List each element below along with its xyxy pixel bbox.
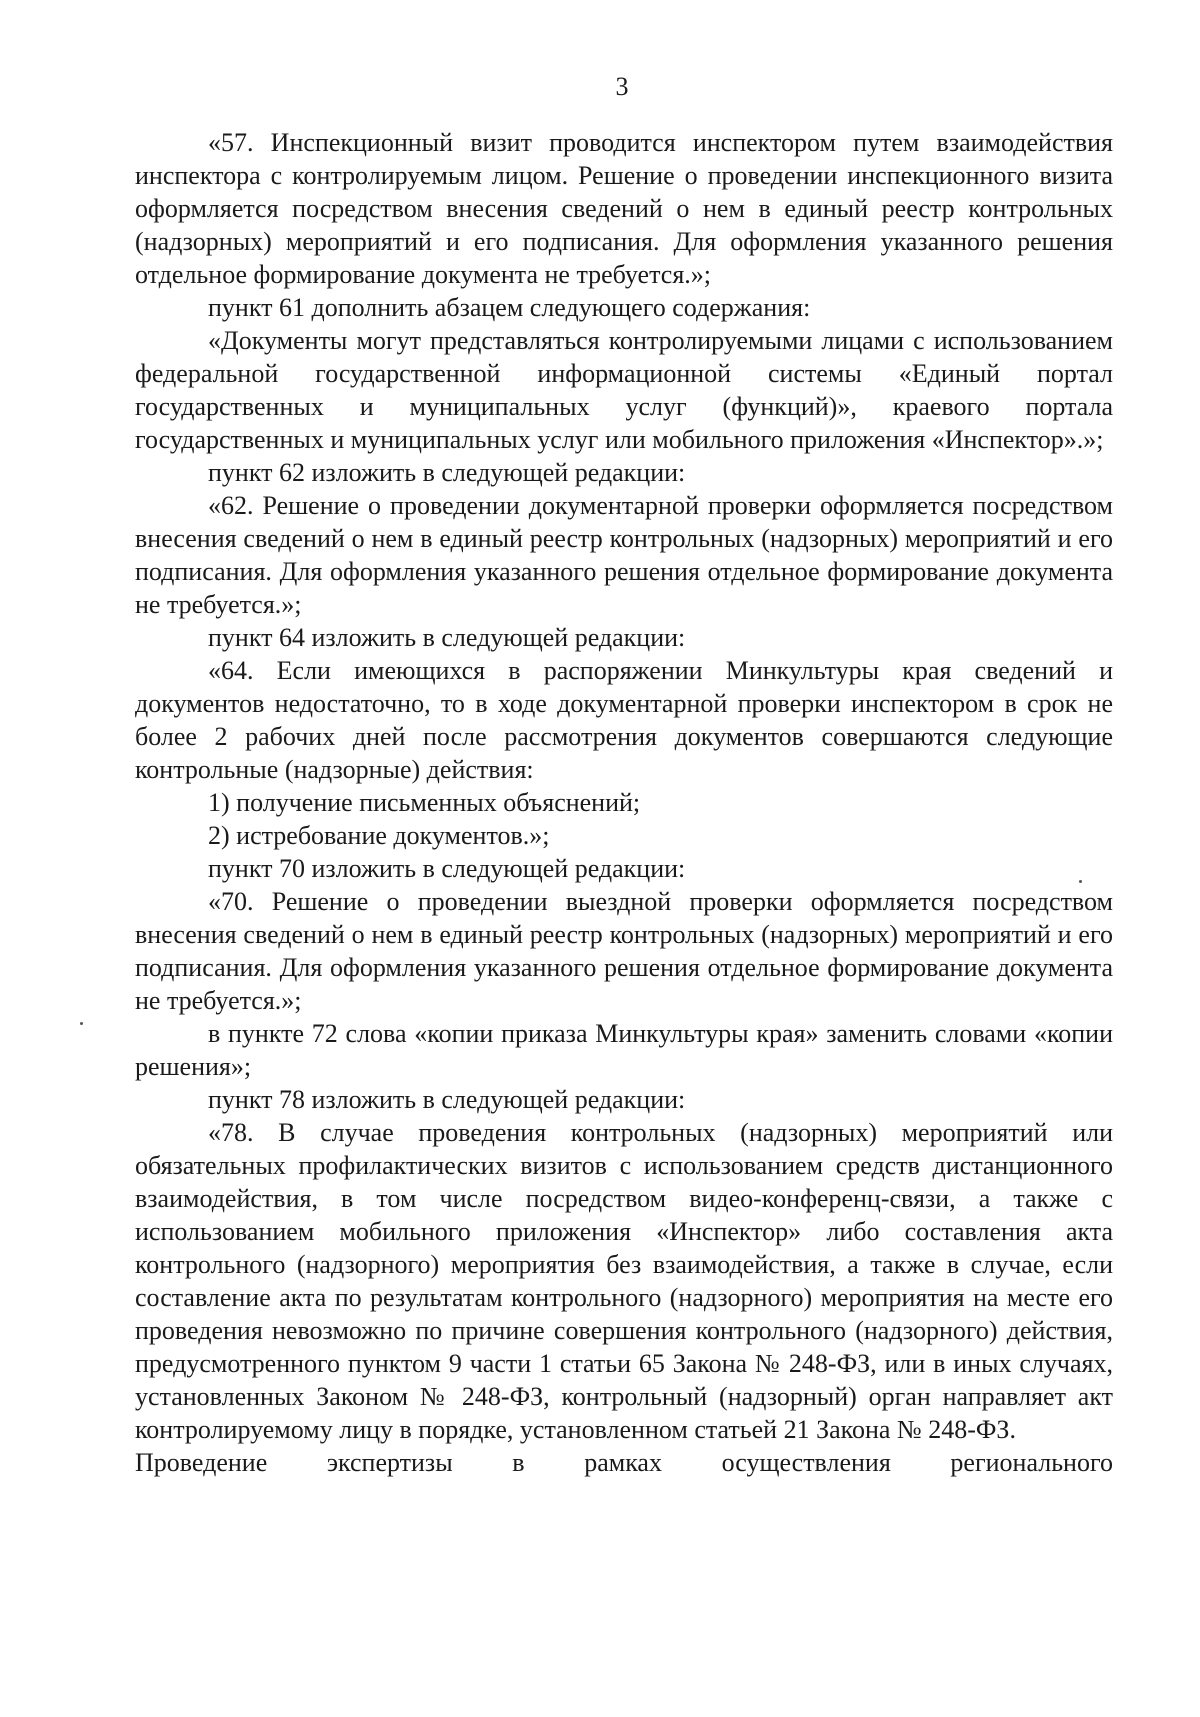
paragraph-amend-78: пункт 78 изложить в следующей редакции: [208,1085,686,1114]
paragraph-57: «57. Инспекционный визит проводится инспектором путем взаимодействия инспектора с контролируемым лицом. Решение о проведении инспекционного визита оформляется посредством внесения сведений о нем в единый реестр контрольных (надзорных) мероприятий и его подписания. Для оформления указанного решения отдельное формирование документа не требуется.»; [135,128,1113,289]
scan-speck [80,1022,83,1025]
paragraph-70: «70. Решение о проведении выездной проверки оформляется посредством внесения сведений о нем в единый реестр контрольных (надзорных) мероприятий и его подписания. Для оформления указанного решения отдельное формирование документа не требуется.»; [135,887,1113,1015]
list-item-1: 1) получение письменных объяснений; [208,788,641,817]
paragraph-62: «62. Решение о проведении документарной проверки оформляется посредством внесения сведений о нем в единый реестр контрольных (надзорных) мероприятий и его подписания. Для оформления указанного решения отдельное формирование документа не требуется.»; [135,491,1113,619]
paragraph-amend-72: в пункте 72 слова «копии приказа Минкультуры края» заменить словами «копии решения»; [135,1019,1113,1081]
paragraph-64: «64. Если имеющихся в распоряжении Минкультуры края сведений и документов недостаточно, то в ходе документарной проверки инспектором в срок не более 2 рабочих дней после рассмотрения документов совершаются следующие контрольные (надзорные) действия: [135,656,1113,784]
list-item-2: 2) истребование документов.»; [208,821,550,850]
paragraph-78: «78. В случае проведения контрольных (надзорных) мероприятий или обязательных профилактических визитов с использованием средств дистанционного взаимодействия, в том числе посредством видео-конференц-связи, а также с использованием мобильного приложения «Инспектор» либо составления акта контрольного (надзорного) мероприятия без взаимодействия, а также в случае, если составление акта по результатам контрольного (надзорного) мероприятия на месте его проведения невозможно по причине совершения контрольного (надзорного) действия, предусмотренного пунктом 9 части 1 статьи 65 Закона № 248-ФЗ, или в иных случаях, установленных Законом № 248-ФЗ, контрольный (надзорный) орган направляет акт контролируемому лицу в порядке, установленном статьей 21 Закона № 248-ФЗ. [135,1118,1113,1444]
paragraph-amend-61: пункт 61 дополнить абзацем следующего содержания: [208,293,811,322]
document-body [135,126,1113,1479]
paragraph-amend-64: пункт 64 изложить в следующей редакции: [208,623,686,652]
scan-speck [1079,880,1082,883]
page-number: 3 [615,72,629,101]
paragraph-amend-70: пункт 70 изложить в следующей редакции: [208,854,686,883]
paragraph-amend-62: пункт 62 изложить в следующей редакции: [208,458,686,487]
paragraph-cutoff: Проведение экспертизы в рамках осуществления регионального [135,1448,1113,1477]
paragraph-61-text: «Документы могут представляться контролируемыми лицами с использованием федеральной государственной информационной системы «Единый портал государственных и муниципальных услуг (функций)», краевого портала государственных и муниципальных услуг или мобильного приложения «Инспектор».»; [135,326,1113,454]
